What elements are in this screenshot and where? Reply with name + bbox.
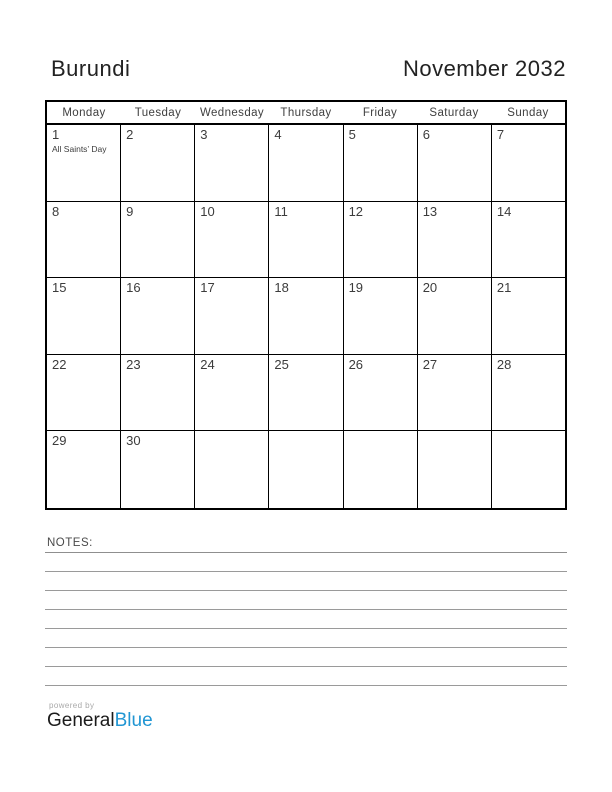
day-number: 10 [200, 203, 215, 219]
calendar-cell [344, 202, 418, 279]
day-number: 23 [126, 356, 141, 372]
calendar-cell [344, 278, 418, 355]
calendar-cell [121, 125, 195, 202]
day-number: 27 [422, 356, 438, 372]
calendar-week-row [47, 125, 565, 202]
calendar-cell [492, 355, 565, 432]
holiday-label: All Saints’ Day [52, 144, 107, 155]
day-number: 29 [52, 433, 67, 449]
calendar-cell [418, 278, 492, 355]
brand-blue-text: Blue [114, 710, 153, 731]
day-number: 15 [52, 280, 67, 296]
calendar-cell [269, 202, 343, 279]
notes-section [45, 537, 567, 686]
calendar-cell [269, 355, 343, 432]
calendar-cell [121, 278, 195, 355]
calendar-cell [195, 431, 269, 508]
weekday-label: Wednesday [199, 106, 265, 119]
day-number: 8 [52, 203, 60, 219]
calendar-cell [492, 125, 565, 202]
calendar-cell [47, 355, 121, 432]
weekday-label: Saturday [429, 106, 479, 119]
calendar-cell [121, 431, 195, 508]
calendar-cell [47, 202, 121, 279]
notes-ruled-line [45, 667, 567, 686]
day-number: 22 [52, 356, 67, 372]
day-number: 26 [348, 356, 364, 372]
calendar-cell [344, 431, 418, 508]
calendar-cell [418, 202, 492, 279]
notes-label: NOTES: [45, 537, 567, 553]
weekday-label: Tuesday [134, 106, 182, 119]
day-number: 20 [422, 280, 438, 296]
notes-ruled-line [45, 591, 567, 610]
day-number: 9 [126, 203, 134, 219]
calendar-week-row [47, 278, 565, 355]
day-number: 1 [52, 127, 60, 142]
calendar-cell [47, 431, 121, 508]
brand-footer [47, 701, 153, 732]
calendar-cell [269, 125, 343, 202]
calendar-cell [269, 431, 343, 508]
weekday-label: Friday [362, 106, 398, 119]
day-number: 11 [274, 203, 288, 219]
brand-general-text: General [47, 710, 115, 731]
calendar-cell [344, 125, 418, 202]
month-year-title: November 2032 [402, 56, 566, 81]
notes-ruled-line [45, 648, 567, 667]
day-number: 24 [200, 356, 215, 372]
calendar-cell [47, 125, 121, 202]
calendar-cell [492, 278, 565, 355]
day-number: 28 [496, 356, 512, 372]
calendar-cell [418, 355, 492, 432]
day-number: 13 [422, 203, 438, 219]
calendar-cell [492, 431, 565, 508]
day-number: 12 [348, 203, 364, 219]
page-title: Burundi [51, 56, 131, 81]
day-number: 14 [496, 203, 512, 219]
day-number: 2 [126, 127, 134, 142]
day-number: 4 [274, 127, 282, 142]
calendar-cell [195, 125, 269, 202]
calendar-cell [418, 431, 492, 508]
weekday-header-row [47, 102, 565, 125]
calendar-cell [195, 355, 269, 432]
notes-ruled-line [45, 610, 567, 629]
day-number: 5 [348, 127, 356, 142]
calendar-week-row [47, 431, 565, 508]
calendar-week-row [47, 202, 565, 279]
weekday-label: Thursday [280, 106, 332, 119]
notes-ruled-line [45, 629, 567, 648]
calendar-cell [195, 278, 269, 355]
day-number: 3 [200, 127, 208, 142]
notes-ruled-line [45, 553, 567, 572]
calendar-cell [121, 202, 195, 279]
calendar-cell [47, 278, 121, 355]
notes-ruled-line [45, 572, 567, 591]
day-number: 18 [274, 280, 289, 296]
day-number: 17 [200, 280, 215, 296]
calendar-week-row [47, 355, 565, 432]
day-number: 6 [422, 127, 430, 142]
calendar-cell [121, 355, 195, 432]
day-number: 7 [496, 127, 505, 142]
weekday-label: Sunday [507, 106, 549, 119]
brand-logo [47, 711, 153, 732]
weekday-label: Monday [62, 106, 106, 119]
day-number: 30 [126, 433, 141, 449]
day-number: 19 [348, 280, 364, 296]
day-number: 21 [496, 280, 512, 296]
day-number: 25 [274, 356, 289, 372]
calendar-cell [269, 278, 343, 355]
calendar-cell [344, 355, 418, 432]
calendar-cell [492, 202, 565, 279]
calendar-cell [195, 202, 269, 279]
day-number: 16 [126, 280, 141, 296]
powered-by-text: powered by [49, 701, 95, 710]
calendar-cell [418, 125, 492, 202]
calendar-table [45, 100, 567, 510]
